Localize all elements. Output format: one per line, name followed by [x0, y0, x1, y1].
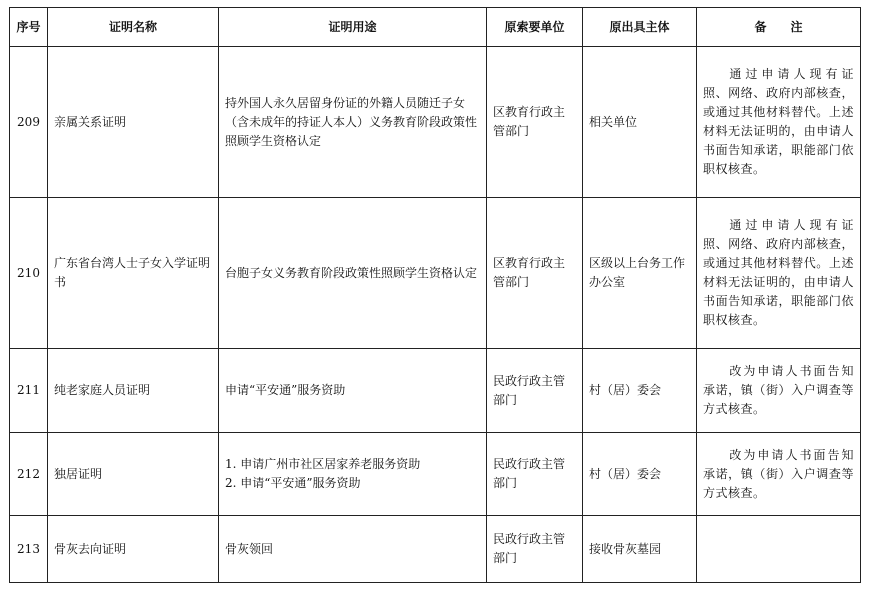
- table-row: [10, 47, 861, 198]
- certificate-purpose-cell: 台胞子女义务教育阶段政策性照顾学生资格认定: [219, 198, 487, 349]
- table-row: [10, 198, 861, 349]
- issuing-body-cell: 接收骨灰墓园: [583, 516, 697, 583]
- certificate-name-cell: 骨灰去向证明: [48, 516, 219, 583]
- requesting-unit-cell: 区教育行政主管部门: [487, 198, 583, 349]
- header-requesting-unit: 原索要单位: [487, 8, 583, 47]
- certificate-name-cell: 纯老家庭人员证明: [48, 349, 219, 433]
- header-certificate-purpose: 证明用途: [219, 8, 487, 47]
- remarks-cell: [697, 433, 861, 516]
- remarks-text: 通过申请人现有证照、网络、政府内部核查，或通过其他材料替代。上述材料无法证明的，由申请人书面告知承诺，职能部门依职权核查。: [703, 67, 854, 176]
- serial-number-cell: 213: [10, 516, 48, 583]
- certificate-purpose-cell: 持外国人永久居留身份证的外籍人员随迁子女（含未成年的持证人本人）义务教育阶段政策性照顾学生资格认定: [219, 47, 487, 198]
- requesting-unit-cell: 民政行政主管部门: [487, 349, 583, 433]
- issuing-body-cell: 村（居）委会: [583, 433, 697, 516]
- certificate-purpose-cell: 申请“平安通”服务资助: [219, 349, 487, 433]
- remarks-cell: [697, 198, 861, 349]
- requesting-unit-cell: 民政行政主管部门: [487, 516, 583, 583]
- serial-number-cell: 212: [10, 433, 48, 516]
- remarks-text: 改为申请人书面告知承诺，镇（街）入户调查等方式核查。: [703, 447, 854, 500]
- serial-number-cell: 210: [10, 198, 48, 349]
- remarks-cell: [697, 516, 861, 583]
- issuing-body-cell: 村（居）委会: [583, 349, 697, 433]
- remarks-cell: [697, 349, 861, 433]
- header-serial-number: 序号: [10, 8, 48, 47]
- table-row: [10, 516, 861, 583]
- purpose-line: 2. 申请“平安通”服务资助: [225, 476, 361, 490]
- table-row: [10, 433, 861, 516]
- issuing-body-cell: 区级以上台务工作办公室: [583, 198, 697, 349]
- certificate-purpose-cell: 骨灰领回: [219, 516, 487, 583]
- remarks-text: 改为申请人书面告知承诺，镇（街）入户调查等方式核查。: [703, 364, 854, 416]
- requesting-unit-cell: 区教育行政主管部门: [487, 47, 583, 198]
- certificate-table: [9, 7, 861, 583]
- certificate-purpose-cell: [219, 433, 487, 516]
- issuing-body-cell: 相关单位: [583, 47, 697, 198]
- table-row: [10, 349, 861, 433]
- serial-number-cell: 211: [10, 349, 48, 433]
- certificate-name-cell: 独居证明: [48, 433, 219, 516]
- certificate-name-cell: 亲属关系证明: [48, 47, 219, 198]
- remarks-cell: [697, 47, 861, 198]
- serial-number-cell: 209: [10, 47, 48, 198]
- requesting-unit-cell: 民政行政主管部门: [487, 433, 583, 516]
- header-certificate-name: 证明名称: [48, 8, 219, 47]
- table-header-row: [10, 8, 861, 47]
- purpose-line: 1. 申请广州市社区居家养老服务资助: [225, 457, 421, 471]
- header-remarks: 备 注: [697, 8, 861, 47]
- header-issuing-body: 原出具主体: [583, 8, 697, 47]
- certificate-name-cell: 广东省台湾人士子女入学证明书: [48, 198, 219, 349]
- remarks-text: 通过申请人现有证照、网络、政府内部核查，或通过其他材料替代。上述材料无法证明的，由申请人书面告知承诺，职能部门依职权核查。: [703, 218, 854, 327]
